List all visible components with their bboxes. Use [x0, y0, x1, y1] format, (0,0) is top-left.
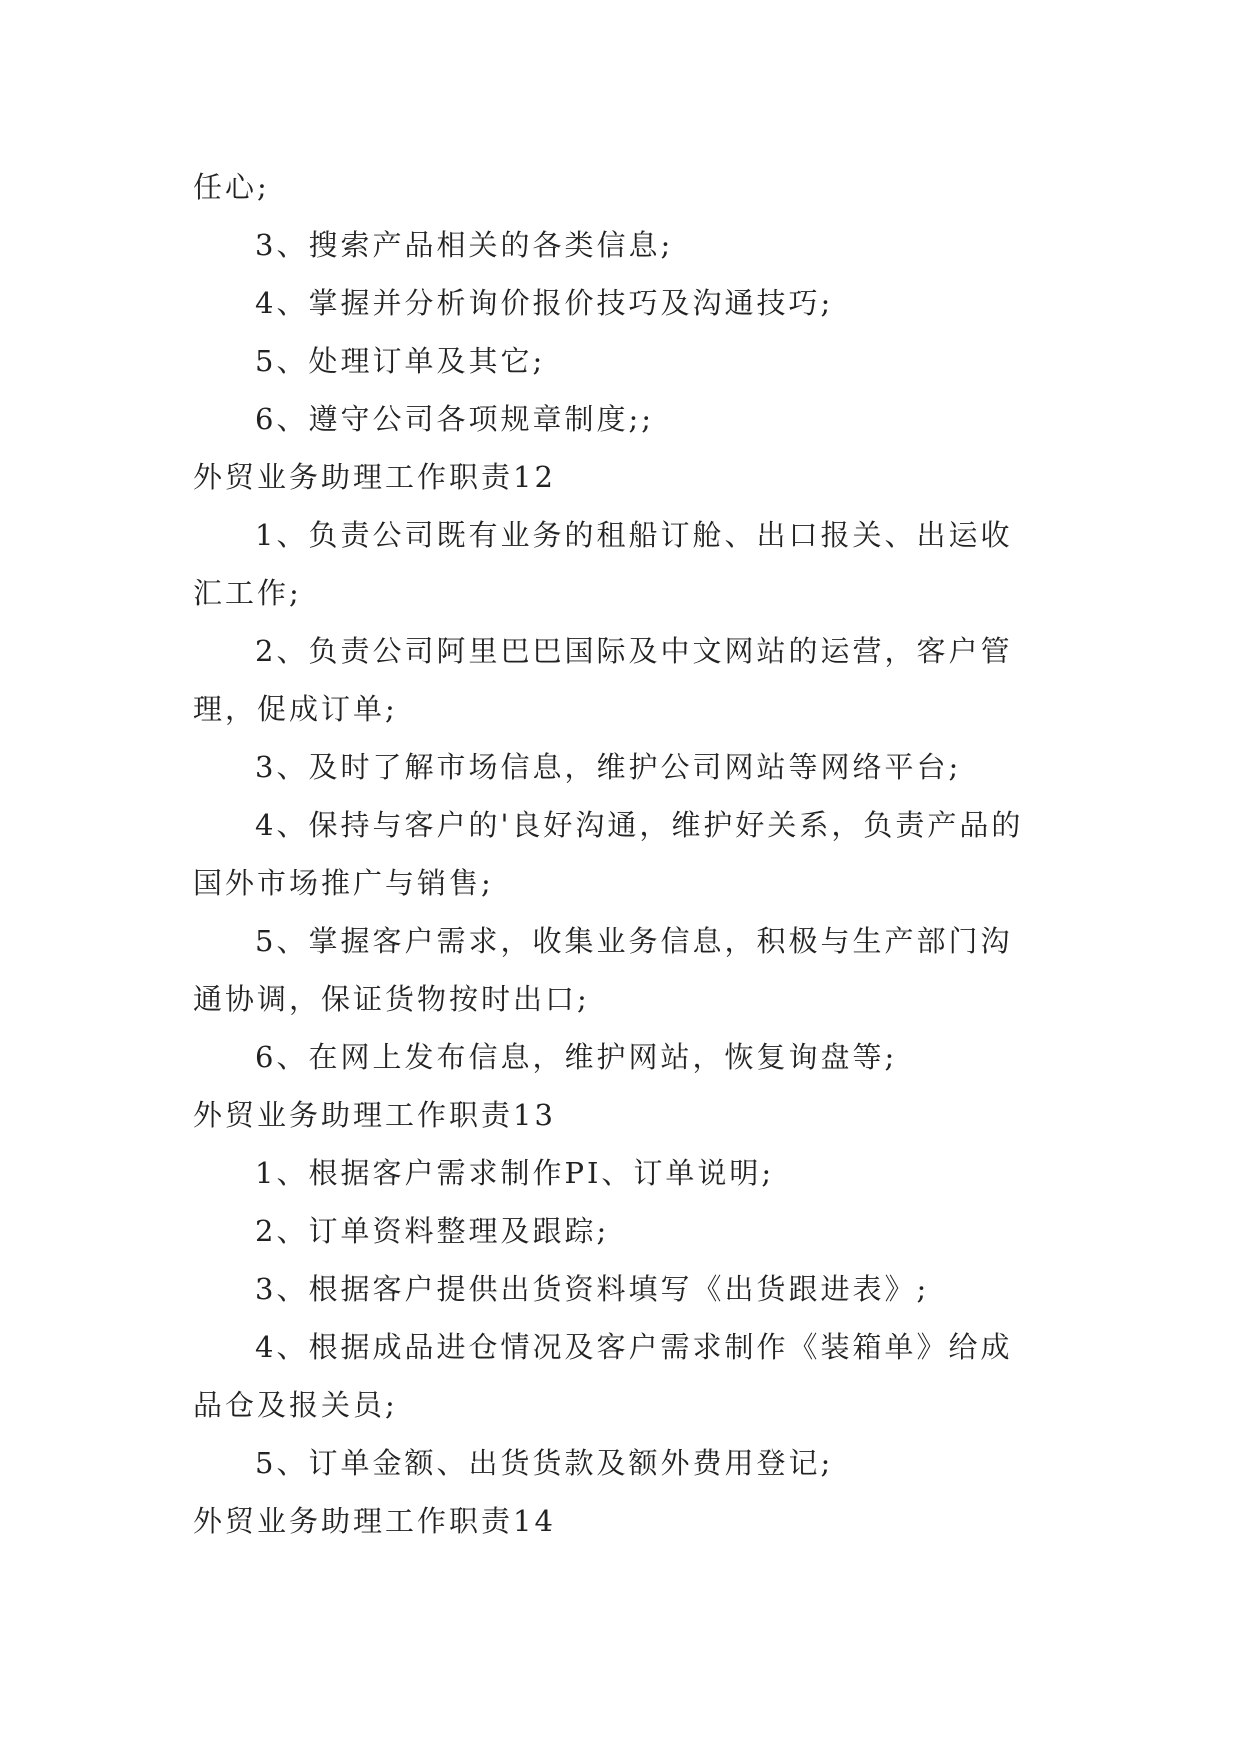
list-item: 3、及时了解市场信息，维护公司网站等网络平台; [255, 750, 962, 784]
list-item: 4、保持与客户的'良好沟通，维护好关系，负责产品的 [255, 808, 1024, 842]
list-item: 2、负责公司阿里巴巴国际及中文网站的运营，客户管 [255, 634, 1013, 668]
list-item: 5、处理订单及其它; [255, 344, 546, 378]
list-item: 5、掌握客户需求，收集业务信息，积极与生产部门沟 [255, 924, 1013, 958]
list-item: 1、负责公司既有业务的租船订舱、出口报关、出运收 [255, 518, 1013, 552]
section-heading-12: 外贸业务助理工作职责12 [193, 460, 556, 494]
section-heading-13: 外贸业务助理工作职责13 [193, 1098, 556, 1132]
list-item: 2、订单资料整理及跟踪; [255, 1214, 610, 1248]
list-item: 5、订单金额、出货货款及额外费用登记; [255, 1446, 834, 1480]
list-item: 6、在网上发布信息，维护网站，恢复询盘等; [255, 1040, 898, 1074]
list-item: 1、根据客户需求制作PI、订单说明; [255, 1156, 775, 1190]
text-line-continuation: 理，促成订单; [193, 692, 398, 726]
list-item: 3、根据客户提供出货资料填写《出货跟进表》; [255, 1272, 930, 1306]
text-line-continuation: 通协调，保证货物按时出口; [193, 982, 590, 1016]
text-line-continuation: 汇工作; [193, 576, 302, 610]
list-item: 4、掌握并分析询价报价技巧及沟通技巧; [255, 286, 834, 320]
text-line-continuation: 品仓及报关员; [193, 1388, 398, 1422]
document-body [193, 158, 1063, 1550]
text-line-continuation: 国外市场推广与销售; [193, 866, 494, 900]
list-item: 3、搜索产品相关的各类信息; [255, 228, 674, 262]
section-heading-14: 外贸业务助理工作职责14 [193, 1504, 556, 1538]
list-item: 4、根据成品进仓情况及客户需求制作《装箱单》给成 [255, 1330, 1013, 1364]
list-item: 6、遵守公司各项规章制度;; [255, 402, 654, 436]
text-line-continuation: 任心; [193, 170, 270, 204]
